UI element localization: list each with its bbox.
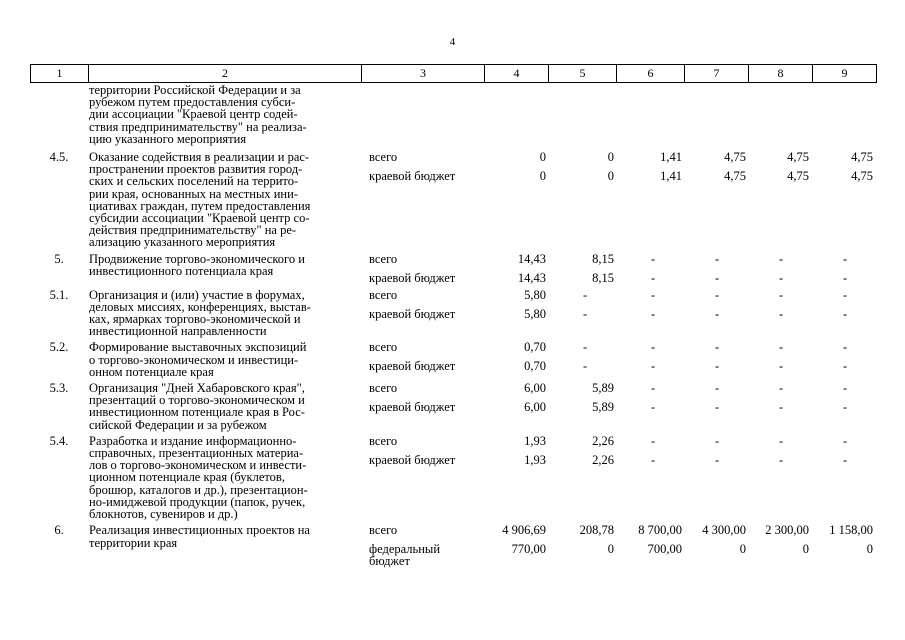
row-number: 5.2. [49,340,69,355]
value-cell: - [779,381,784,396]
funding-source-label: всего [369,287,398,302]
funding-source-label: краевой бюджет [369,169,456,184]
value-cell: - [843,251,848,266]
funding-source-label: краевой бюджет [369,270,456,285]
row-number: 5.3. [49,381,69,396]
value-cell: 208,78 [579,523,614,538]
funding-source-label: всего [369,381,398,396]
value-cell: - [651,359,656,374]
value-cell: - [651,287,656,302]
funding-source-label: всего [369,340,398,355]
funding-line [369,308,879,327]
value-cell: 1 158,00 [829,523,873,538]
funding-line [369,542,879,569]
value-cell: - [651,251,656,266]
value-cell: 0 [802,542,809,557]
row-description: Разработка и издание информационно- справочных, презентационных материа- лов о торгово-экономическом и инвести- ционном потенциале края (буклетов, брошюр, каталогов и др.), презентацион- но-имиджевой продукции (папок, ручек, блокнотов, сувениров и др.) [89,433,308,522]
value-cell: 0 [739,542,746,557]
page-number: 4 [449,36,456,48]
value-cell: 0 [607,150,614,165]
value-cell: - [843,306,848,321]
value-cell: - [779,400,784,415]
value-cell: - [843,452,848,467]
funding-line [369,435,879,454]
funding-source-label: всего [369,433,398,448]
value-cell: - [715,359,720,374]
row-number: 5.1. [49,287,69,302]
value-cell: 1,93 [524,433,546,448]
column-header: 8 [749,65,813,83]
funding-line [369,151,879,170]
row-description: Формирование выставочных экспозиций о торгово-экономическом и инвестици- онном потенциале края [89,340,307,379]
value-cell: 700,00 [647,542,682,557]
funding-line [369,341,879,360]
funding-line [369,360,879,379]
row-description: Организация и (или) участие в форумах, деловых миссиях, конференциях, выстав- ках, ярмарках торгово-экономической и инвестиционной направленности [89,287,311,339]
value-cell: 4,75 [851,169,873,184]
value-cell: 4,75 [787,150,809,165]
value-cell: 14,43 [517,270,546,285]
table-row [0,253,905,285]
value-cell: - [715,251,720,266]
column-header: 2 [89,65,362,83]
value-cell: 0,70 [524,340,546,355]
column-header: 3 [362,65,485,83]
value-cell: - [779,306,784,321]
value-cell: 1,93 [524,452,546,467]
table-row [0,382,905,431]
value-cell: - [843,400,848,415]
row-description: Реализация инвестиционных проектов на территории края [89,523,310,550]
row-number: 5.4. [49,433,69,448]
value-cell: 5,89 [592,381,614,396]
value-cell: - [651,452,656,467]
value-cell: 8,15 [592,251,614,266]
value-cell: - [843,381,848,396]
column-header: 4 [485,65,549,83]
table-row [0,523,905,569]
value-cell: 4,75 [724,169,746,184]
value-cell: 2,26 [592,452,614,467]
funding-line [369,382,879,401]
funding-line [369,524,879,543]
value-cell: - [715,452,720,467]
value-cell: - [715,381,720,396]
value-cell: - [779,251,784,266]
row-description: Оказание содействия в реализации и рас- пространении проектов развития город- ских и сельских поселений на террито- рии края, основанных на местных ини- циативах граждан, путем предоставления субсидии ассоциации "Краевой центр со- действия предпринимательству" на ре- ализацию указанного мероприятия [89,150,311,250]
value-cell: - [583,306,588,321]
value-cell: 4,75 [787,169,809,184]
value-cell: 6,00 [524,400,546,415]
column-header: 9 [813,65,877,83]
value-cell: 0 [607,169,614,184]
value-cell: - [779,340,784,355]
value-cell: 0 [539,150,546,165]
value-cell: 4,75 [724,150,746,165]
funding-source-label: федеральный бюджет [369,542,441,569]
value-cell: 1,41 [660,150,682,165]
value-cell: - [583,287,588,302]
value-cell: - [779,270,784,285]
value-cell: 4,75 [851,150,873,165]
table-row [0,341,905,378]
value-cell: 0 [607,542,614,557]
table-row [0,289,905,338]
value-cell: - [843,359,848,374]
value-cell: 8 700,00 [638,523,682,538]
value-cell: - [715,400,720,415]
column-header: 1 [31,65,89,83]
value-cell: - [843,340,848,355]
funding-line [369,253,879,272]
value-cell: - [843,270,848,285]
value-cell: 14,43 [517,251,546,266]
value-cell: - [583,340,588,355]
funding-line [369,170,879,189]
value-cell: - [779,433,784,448]
value-cell: - [651,270,656,285]
value-cell: - [715,270,720,285]
row-number: 4.5. [49,150,69,165]
value-cell: 0 [866,542,873,557]
funding-source-label: краевой бюджет [369,452,456,467]
column-header: 7 [685,65,749,83]
row-description: территории Российской Федерации и за рубежом путем предоставления субси- дии ассоциации "Краевой центр содей- ствия предпринимательству" на реализа- цию указанного мероприятия [89,83,307,146]
column-header-row [30,64,877,83]
value-cell: 0,70 [524,359,546,374]
value-cell: - [779,287,784,302]
column-header: 6 [617,65,685,83]
value-cell: - [715,287,720,302]
value-cell: 5,80 [524,306,546,321]
value-cell: 4 300,00 [702,523,746,538]
value-cell: 2 300,00 [765,523,809,538]
value-cell: 770,00 [511,542,546,557]
value-cell: - [651,306,656,321]
row-description: Организация "Дней Хабаровского края", презентаций о торгово-экономическом и инвестиционном потенциале края в Рос- сийской Федерации и за рубежом [89,381,305,432]
row-description: Продвижение торгово-экономического и инвестиционного потенциала края [89,251,305,278]
funding-source-label: всего [369,150,398,165]
value-cell: - [843,287,848,302]
funding-line [369,289,879,308]
value-cell: - [715,340,720,355]
value-cell: - [779,452,784,467]
value-cell: 0 [539,169,546,184]
value-cell: 4 906,69 [502,523,546,538]
funding-source-label: всего [369,251,398,266]
value-cell: - [651,340,656,355]
funding-source-label: краевой бюджет [369,400,456,415]
value-cell: 5,89 [592,400,614,415]
value-cell: 5,80 [524,287,546,302]
row-number: 5. [54,251,64,266]
table-row [0,84,905,145]
table-row [0,151,905,249]
value-cell: 8,15 [592,270,614,285]
value-cell: - [779,359,784,374]
value-cell: - [715,433,720,448]
value-cell: - [715,306,720,321]
value-cell: 6,00 [524,381,546,396]
funding-line [369,454,879,473]
funding-line [369,401,879,420]
column-header: 5 [549,65,617,83]
table-row [0,435,905,520]
value-cell: - [843,433,848,448]
funding-source-label: всего [369,523,398,538]
value-cell: 2,26 [592,433,614,448]
value-cell: - [651,400,656,415]
row-number: 6. [54,523,64,538]
value-cell: 1,41 [660,169,682,184]
value-cell: - [651,433,656,448]
funding-source-label: краевой бюджет [369,359,456,374]
funding-source-label: краевой бюджет [369,306,456,321]
value-cell: - [651,381,656,396]
value-cell: - [583,359,588,374]
table-body [0,83,905,569]
